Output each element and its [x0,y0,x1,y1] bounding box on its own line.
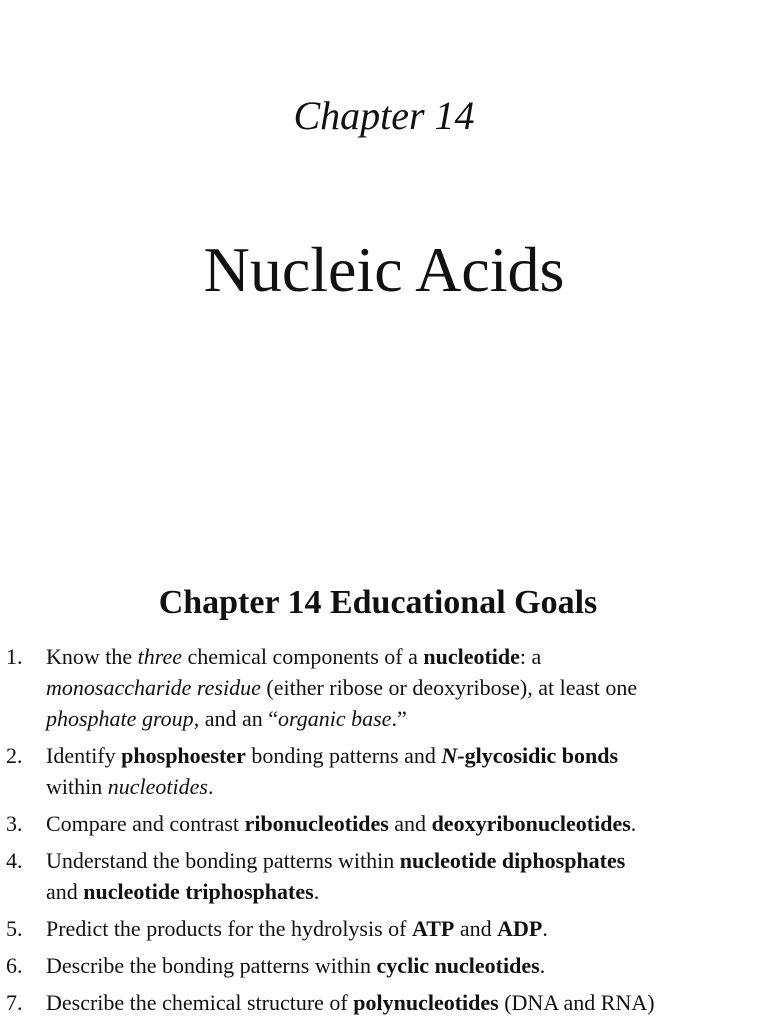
goal-line [46,641,768,672]
text-segment: Understand the bonding patterns within [46,848,400,873]
text-segment: deoxyribonucleotides [431,811,631,836]
text-segment: . [313,879,320,904]
text-segment: , and an “ [193,706,278,731]
goal-number: 5. [6,916,23,941]
goal-line [46,672,768,703]
goal-number: 1. [6,644,23,669]
goal-text [46,845,768,907]
goal-item-1 [0,641,768,734]
text-segment: N [441,743,458,768]
goal-item-5 [0,913,768,944]
text-segment: ADP [497,916,543,941]
text-segment: (DNA and RNA) [498,990,655,1015]
text-segment: -glycosidic bonds [457,743,619,768]
goal-line [46,950,768,981]
text-segment: Describe the chemical structure of [46,990,354,1015]
goal-line [46,808,768,839]
goal-line [46,740,768,771]
text-segment: chemical components of a [182,644,424,669]
text-segment: nucleotide [423,644,520,669]
text-segment: Compare and contrast [46,811,245,836]
text-segment: . [630,811,637,836]
text-segment: nucleotide diphosphates [399,848,626,873]
goal-text [46,987,768,1018]
goal-item-7 [0,987,768,1018]
goal-number: 2. [6,743,23,768]
goal-item-2 [0,740,768,802]
goals-heading: Chapter 14 Educational Goals [158,584,598,621]
text-segment: phosphoester [121,743,246,768]
text-segment: bonding patterns and [245,743,442,768]
goal-line [46,771,768,802]
text-segment: three [137,644,183,669]
goal-text [46,950,768,981]
goal-text [46,808,768,839]
text-segment: : a [519,644,542,669]
goal-line [46,913,768,944]
text-segment: polynucleotides [353,990,499,1015]
goal-line [46,987,768,1018]
text-segment: phosphate group [46,706,194,731]
goals-list [0,641,768,1024]
text-segment: and [454,916,498,941]
text-segment: cyclic nucleotides [376,953,540,978]
text-segment: . [207,774,214,799]
text-segment: Predict the products for the hydrolysis of [46,916,412,941]
text-segment: nucleotide triphosphates [83,879,314,904]
chapter-label: Chapter 14 [293,93,475,138]
text-segment: Describe the bonding patterns within [46,953,377,978]
goal-number: 6. [6,953,23,978]
text-segment: organic base [277,706,392,731]
text-segment: . [542,916,548,941]
goal-number: 7. [6,990,23,1015]
text-segment: Know the [46,644,138,669]
goal-number: 4. [6,848,23,873]
goal-text [46,913,768,944]
text-segment: within [46,774,108,799]
goal-item-6 [0,950,768,981]
text-segment: .” [391,706,407,731]
goal-item-3 [0,808,768,839]
text-segment: and [388,811,432,836]
chapter-title: Nucleic Acids [203,234,565,305]
text-segment: and [46,879,84,904]
text-segment: ATP [412,916,455,941]
goal-text [46,641,768,734]
goal-item-4 [0,845,768,907]
text-segment: ribonucleotides [244,811,389,836]
text-segment: nucleotides [107,774,208,799]
text-segment: Identify [46,743,122,768]
goal-number: 3. [6,811,23,836]
goal-line [46,845,768,876]
text-segment: (either ribose or deoxyribose), at least one [260,675,638,700]
text-segment: . [539,953,546,978]
goal-line [46,876,768,907]
text-segment: monosaccharide residue [46,675,261,700]
goal-text [46,740,768,802]
goal-line [46,703,768,734]
